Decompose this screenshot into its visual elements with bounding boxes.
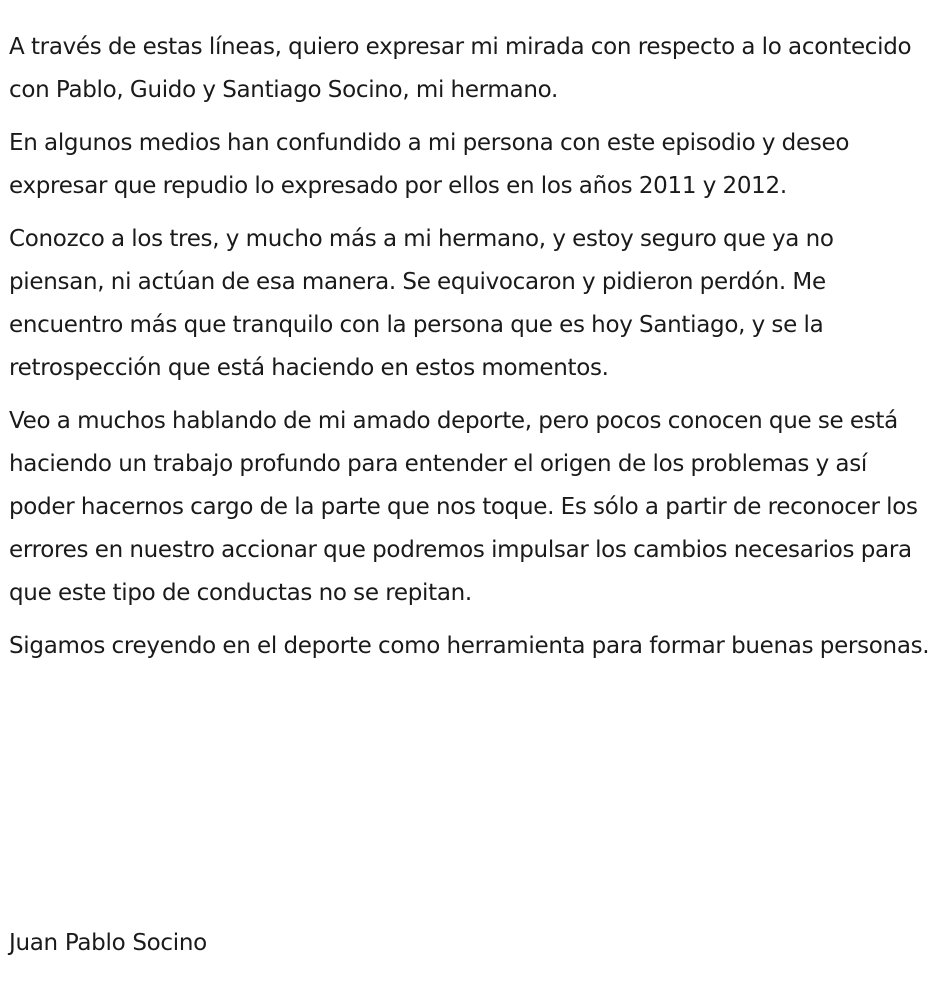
paragraph-3: Conozco a los tres, y mucho más a mi hermano, y estoy seguro que ya no piensan, ni actúan de esa manera. Se equivocaron y pidieron perdón. Me encuentro más que tranquilo con la persona que es hoy Santiago, y se la retrospección que está haciendo en estos momentos. xyxy=(9,226,834,381)
signature: Juan Pablo Socino xyxy=(9,930,207,956)
paragraph-2: En algunos medios han confundido a mi persona con este episodio y deseo expresar que repudio lo expresado por ellos en los años 2011 y 2012. xyxy=(9,130,850,199)
paragraph-5: Sigamos creyendo en el deporte como herramienta para formar buenas personas. xyxy=(9,633,930,659)
paragraph-4: Veo a muchos hablando de mi amado deporte, pero pocos conocen que se está haciendo un trabajo profundo para entender el origen de los problemas y así poder hacernos cargo de la parte que nos toque. Es sólo a partir de reconocer los errores en nuestro accionar que podremos impulsar los cambios necesarios para que este tipo de conductas no se repitan. xyxy=(9,408,918,606)
paragraph-1: A través de estas líneas, quiero expresar mi mirada con respecto a lo acontecido con Pablo, Guido y Santiago Socino, mi hermano. xyxy=(9,34,912,103)
